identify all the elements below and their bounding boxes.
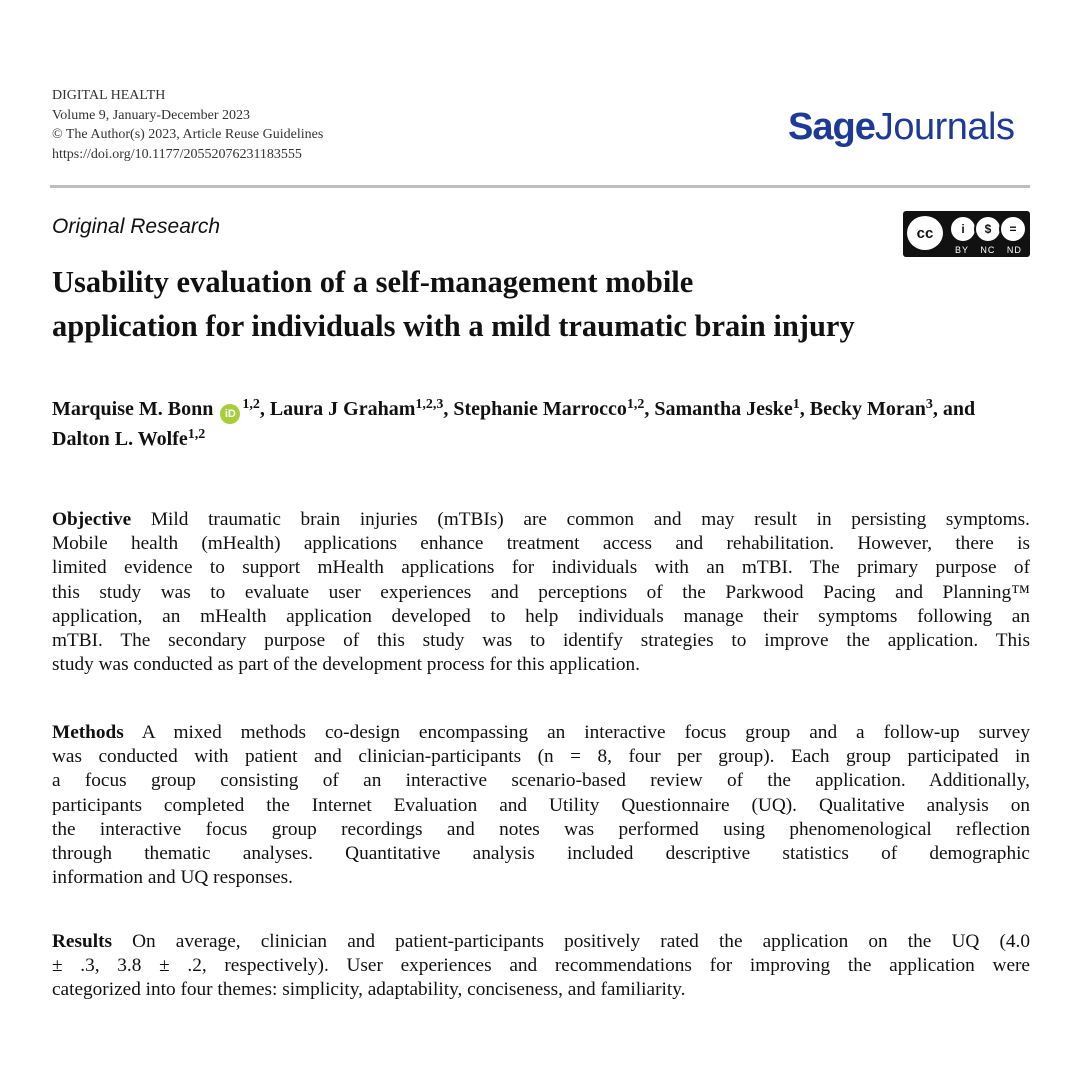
line-text: a focus group consisting of an interactive scenario-based review of the application. Additionally, <box>52 770 1030 792</box>
abstract-methods <box>52 721 1030 890</box>
line-text: through thematic analyses. Quantitative analysis included descriptive statistics of demographic <box>52 843 1030 865</box>
line-text: Mobile health (mHealth) applications enhance treatment access and rehabilitation. However, there is <box>52 533 1030 555</box>
author-name[interactable]: Samantha Jeske <box>654 398 793 420</box>
author-name[interactable]: Becky Moran <box>809 398 926 420</box>
article-type: Original Research <box>52 215 221 238</box>
journal-meta <box>52 86 323 164</box>
cc-icon: cc <box>905 214 945 252</box>
author-name[interactable]: Stephanie Marrocco <box>453 398 627 420</box>
author-name[interactable]: Laura J Graham <box>269 398 416 420</box>
journal-volume: Volume 9, January-December 2023 <box>52 107 251 123</box>
abstract-line <box>52 629 1030 653</box>
abstract-line <box>52 605 1030 629</box>
line-text: Mild traumatic brain injuries (mTBIs) are common and may result in persisting symptoms. <box>150 509 1030 530</box>
line-text: this study was to evaluate user experiences and perceptions of the Parkwood Pacing and Planning™ <box>52 581 1030 603</box>
by-icon: i <box>949 215 977 243</box>
abstract-results <box>52 930 1030 1003</box>
section-label: Results <box>52 931 112 952</box>
line-text: application, an mHealth application developed to help individuals manage their symptoms following an <box>52 605 1030 627</box>
line-text: was conducted with patient and clinician-participants (n = 8, four per group). Each group participated in <box>52 746 1030 768</box>
line-text: mTBI. The secondary purpose of this study was to identify strategies to improve the application. This <box>52 630 1030 652</box>
author-name[interactable]: Marquise M. Bonn <box>52 398 214 420</box>
abstract-line <box>52 769 1030 793</box>
author-list: Marquise M. Bonn iD$^{1,2}$, Laura J Graham$^{1,2,3}$, Stephanie Marrocco$^{1,2}$, Samantha Jeske$^1$, Becky Moran$^3$, and Dalton L. Wolfe$^{1,2}$ <box>52 397 976 450</box>
line-text: categorized into four themes: simplicity, adaptability, conciseness, and familiarity. <box>52 979 686 1001</box>
author-affiliation: 1,2 <box>242 397 260 412</box>
abstract-line <box>52 556 1030 580</box>
abstract-line <box>52 508 1030 532</box>
abstract-line <box>52 842 1030 866</box>
sage-journals-logo[interactable] <box>788 106 1014 149</box>
line-text: limited evidence to support mHealth applications for individuals with an mTBI. The primary purpose of <box>52 557 1030 579</box>
abstract-line <box>52 978 1030 1002</box>
line-text: On average, clinician and patient-participants positively rated the application on the UQ (4.0 <box>132 931 1030 952</box>
author-affiliation: 1 <box>792 397 800 412</box>
cc-license-badge[interactable] <box>903 211 1030 257</box>
journal-name: DIGITAL HEALTH <box>52 88 166 103</box>
abstract-line <box>52 745 1030 769</box>
abstract-line <box>52 653 1030 677</box>
line-text: participants completed the Internet Evaluation and Utility Questionnaire (UQ). Qualitative analysis on <box>52 794 1030 816</box>
abstract-line <box>52 581 1030 605</box>
abstract-objective <box>52 508 1030 677</box>
abstract-line <box>52 532 1030 556</box>
author-affiliation: 1,2 <box>187 427 206 442</box>
nd-icon: = <box>999 215 1027 243</box>
abstract-line <box>52 721 1030 745</box>
line-text: A mixed methods co-design encompassing an interactive focus group and a follow-up survey <box>141 722 1030 743</box>
line-text: ± .3, 3.8 ± .2, respectively). User experiences and recommendations for improving the application were <box>52 955 1030 977</box>
section-label: Objective <box>52 509 132 530</box>
author-name[interactable]: Dalton L. Wolfe <box>52 428 188 450</box>
title-line: Usability evaluation of a self-management mobile <box>52 265 694 299</box>
abstract-line <box>52 930 1030 954</box>
title-line: application for individuals with a mild traumatic brain injury <box>52 309 855 343</box>
abstract-line <box>52 954 1030 978</box>
doi-link[interactable]: https://doi.org/10.1177/20552076231183555 <box>52 146 302 162</box>
nc-icon: $ <box>974 215 1002 243</box>
logo-rest: Journals <box>874 106 1015 148</box>
author-affiliation: 3 <box>925 397 933 412</box>
orcid-icon[interactable]: iD <box>220 404 240 424</box>
line-text: the interactive focus group recordings and notes was performed using phenomenological reflection <box>52 818 1030 840</box>
license-text: BY NC ND <box>955 245 1022 255</box>
section-label: Methods <box>52 722 124 743</box>
author-affiliation: 1,2 <box>626 397 645 412</box>
article-title <box>52 260 855 348</box>
copyright-link[interactable]: © The Author(s) 2023, Article Reuse Guidelines <box>52 127 324 142</box>
header-divider <box>50 185 1030 188</box>
line-text: study was conducted as part of the development process for this application. <box>52 654 640 676</box>
logo-bold: Sage <box>788 106 875 148</box>
abstract-line <box>52 818 1030 842</box>
author-affiliation: 1,2,3 <box>415 397 444 412</box>
abstract-line <box>52 794 1030 818</box>
abstract-line <box>52 866 1030 890</box>
line-text: information and UQ responses. <box>52 867 293 889</box>
